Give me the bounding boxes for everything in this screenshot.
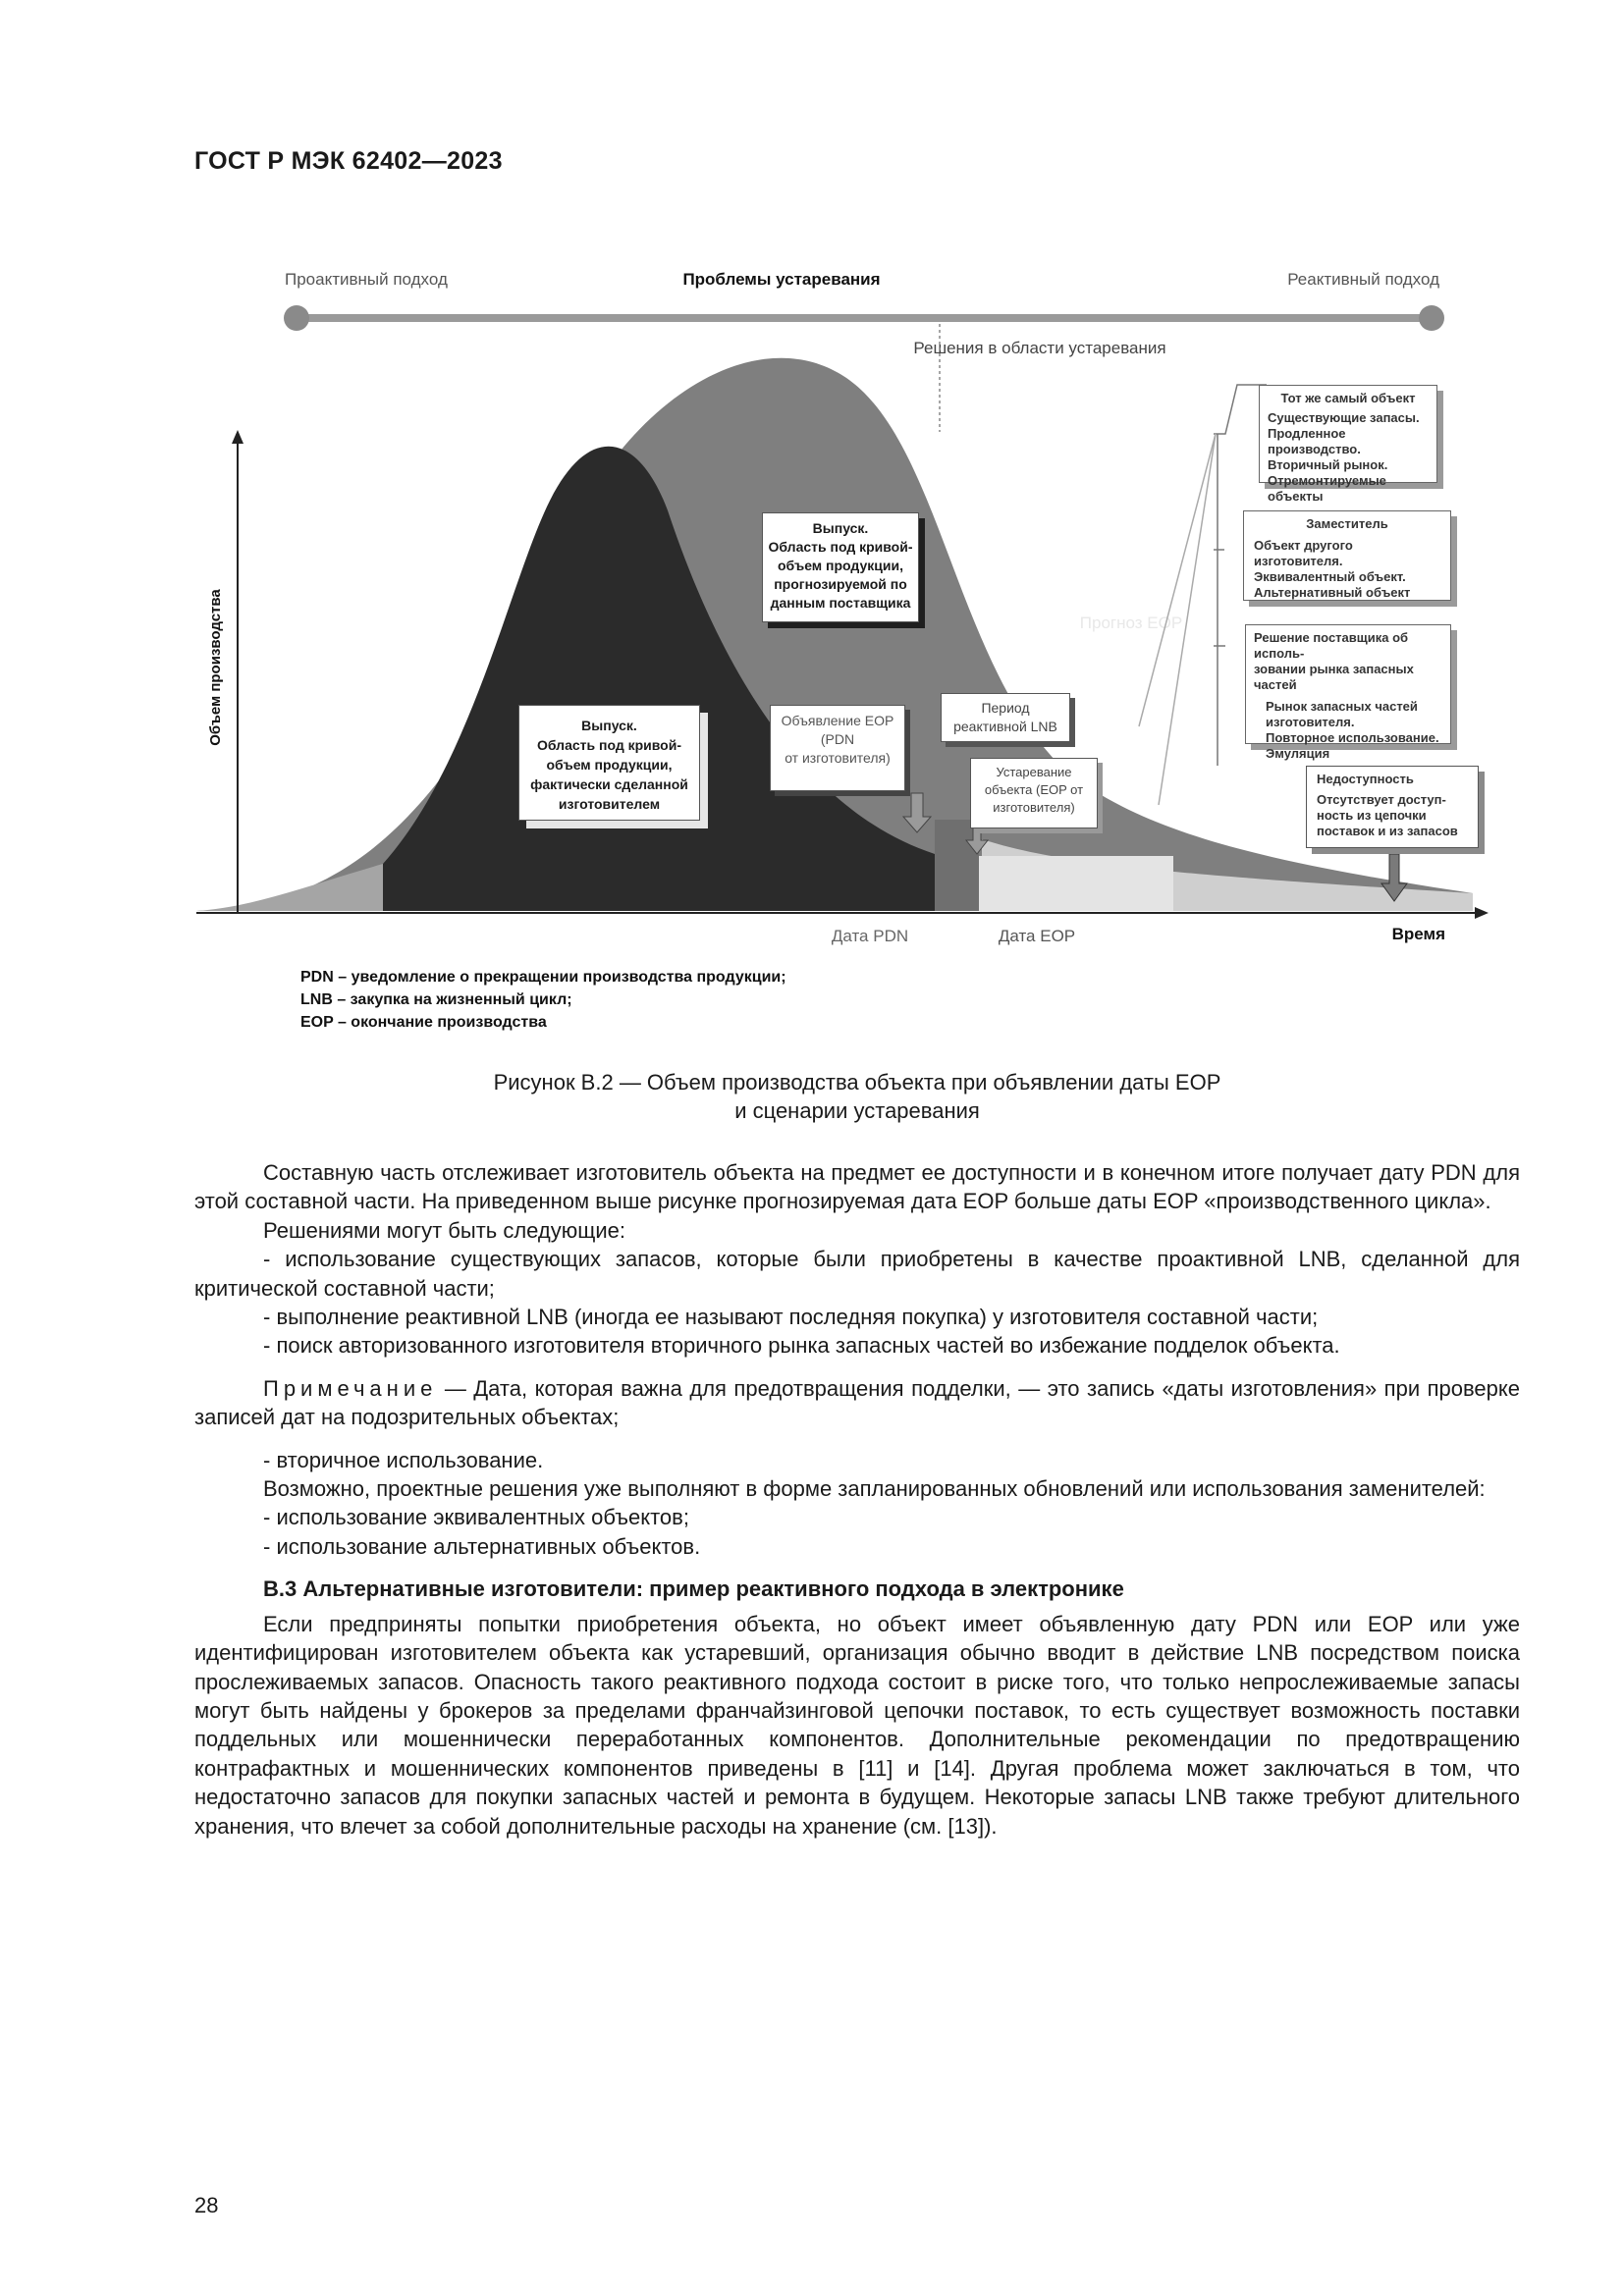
note-label: Примечание [263, 1375, 438, 1401]
legend-lnb: LNB – закупка на жизненный цикл; [300, 991, 572, 1008]
approach-left-label: Проактивный подход [285, 270, 448, 289]
figure-caption [196, 1068, 1518, 1125]
box-same-line: Отремонтируемые объекты [1268, 473, 1386, 504]
box-supplier-line: объем продукции, [777, 558, 903, 573]
list-item: - использование альтернативных объектов. [263, 1533, 701, 1559]
box-same-object [1259, 385, 1437, 504]
paragraph: Возможно, проектные решения уже выполняют в форме запланированных обновлений или использования заменителей: [263, 1476, 1486, 1502]
box-substitute-title: Заместитель [1306, 516, 1388, 531]
box-decision-line: Эмуляция [1266, 746, 1330, 761]
forecast-eop-label: Прогноз EOP [1079, 614, 1183, 632]
box-unavailable-line: ность из цепочки [1317, 808, 1427, 823]
box-eop-line: Объявление EOP [781, 713, 894, 728]
note-text: — Дата, которая важна для предотвращения подделки, — это запись «даты изготовления» при проверке записей дат на подозрительных объектах; [194, 1375, 1520, 1430]
pdn-date-label: Дата PDN [831, 927, 909, 945]
approach-right-label: Реактивный подход [1287, 270, 1439, 289]
list-item: - использование существующих запасов, которые были приобретены в качестве проактивной LNB, сделанной для критической составной части; [194, 1247, 1520, 1301]
box-supplier-line: данным поставщика [770, 595, 911, 611]
box-substitute-line: Объект другого изготовителя. [1254, 538, 1353, 568]
box-lnb-line: Период [981, 700, 1030, 716]
box-supplier-decision [1245, 624, 1451, 761]
note [194, 1374, 1520, 1432]
box-decision-line: Рынок запасных частей [1266, 699, 1418, 714]
y-axis-arrow [232, 430, 244, 444]
y-axis-label: Объем производства [207, 589, 224, 746]
box-lnb-period [941, 693, 1070, 742]
approach-end-dot [1419, 305, 1444, 331]
box-same-line: Существующие запасы. [1268, 410, 1420, 425]
page-number: 28 [194, 2193, 219, 2217]
box-unavailable [1306, 766, 1479, 848]
caption-line-1: Рисунок В.2 — Объем производства объекта при объявлении даты EOP [493, 1070, 1221, 1095]
x-axis-arrow [1475, 907, 1489, 919]
box-supplier-line: Область под кривой- [768, 539, 913, 555]
legend-eop: EOP – окончание производства [300, 1014, 547, 1031]
box-decision-line: изготовителя. [1266, 715, 1355, 729]
box-eop-line: от изготовителя) [785, 750, 891, 766]
eop-period-area [977, 856, 1173, 911]
paragraph: Решениями могут быть следующие: [263, 1217, 626, 1243]
body-text [194, 1158, 1520, 1841]
box-actual-line: изготовителем [558, 796, 661, 812]
box-eop-announcement [770, 705, 905, 791]
box-decision-line: Решение поставщика об исполь- [1254, 630, 1409, 661]
box-lnb-line: реактивной LNB [953, 719, 1057, 734]
box-obsolescence-line: изготовителя) [993, 800, 1075, 815]
caption-line-2: и сценарии устаревания [734, 1098, 980, 1123]
box-same-line: Вторичный рынок. [1268, 457, 1388, 472]
box-substitute-line: Альтернативный объект [1254, 585, 1411, 600]
box-same-title: Тот же самый объект [1280, 391, 1416, 405]
box-decision-line: зовании рынка запасных частей [1254, 662, 1414, 692]
list-item: - поиск авторизованного изготовителя вторичного рынка запасных частей во избежание подделок объекта. [263, 1333, 1340, 1359]
box-actual-production [518, 705, 700, 821]
approach-center-label: Проблемы устаревания [682, 270, 881, 289]
box-actual-line: фактически сделанной [530, 776, 688, 792]
list-item: - выполнение реактивной LNB (иногда ее называют последняя покупка) у изготовителя составной части; [263, 1305, 1319, 1330]
box-decision-line: Повторное использование. [1266, 730, 1439, 745]
solutions-title: Решения в области устаревания [913, 339, 1166, 357]
document-header: ГОСТ Р МЭК 62402—2023 [194, 147, 503, 175]
list-item: - использование эквивалентных объектов; [263, 1505, 689, 1530]
box-unavailable-line: Отсутствует доступ- [1317, 792, 1446, 807]
list-item: - вторичное использование. [263, 1447, 544, 1472]
box-obsolescence-line: Устаревание [996, 765, 1072, 779]
approach-start-dot [284, 305, 309, 331]
box-actual-line: Выпуск. [581, 718, 637, 733]
box-substitute-line: Эквивалентный объект. [1254, 569, 1406, 584]
figure-obsolescence-diagram [177, 255, 1512, 1041]
box-obsolescence-line: объекта (EOP от [984, 782, 1084, 797]
box-obsolescence [970, 758, 1098, 828]
box-eop-line: (PDN [820, 731, 855, 747]
box-substitute [1243, 510, 1451, 601]
eop-date-label: Дата EOP [998, 927, 1076, 945]
box-actual-line: Область под кривой- [536, 737, 681, 753]
section-title: В.3 Альтернативные изготовители: пример реактивного подхода в электронике [263, 1576, 1124, 1602]
x-axis-label: Время [1391, 925, 1445, 943]
box-same-line: Продленное производство. [1268, 426, 1361, 456]
box-supplier-line: прогнозируемой по [774, 576, 907, 592]
figure-legend [300, 966, 786, 1034]
legend-pdn: PDN – уведомление о прекращении производства продукции; [300, 969, 786, 986]
box-unavailable-line: поставок и из запасов [1317, 824, 1458, 838]
box-actual-line: объем продукции, [546, 757, 673, 773]
box-supplier-line: Выпуск. [812, 520, 869, 536]
paragraph: Если предприняты попытки приобретения объекта, но объект имеет объявленную дату PDN или EOP или уже идентифицирован изготовителем объекта как устаревший, организация обычно вводит в действие LNB посредством поиска прослеживаемых запасов. Опасность такого реактивного подхода состоит в риске того, что только непрослеживаемые запасы могут быть найдены у брокеров за пределами франчайзинговой цепочки поставок, то есть существует возможность поставки поддельных или мошеннически переработанных компонентов. Дополнительные рекомендации по предотвращению контрафактных и мошеннических компонентов приведены в [11] и [14]. Другая проблема может заключаться в том, что недостаточно запасов для покупки запасных частей и ремонта в будущем. Некоторые запасы LNB также требуют длительного хранения, что влечет за собой дополнительные расходы на хранение (см. [13]). [194, 1611, 1520, 1839]
paragraph: Составную часть отслеживает изготовитель объекта на предмет ее доступности и в конечном итоге получает дату PDN для этой составной части. На приведенном выше рисунке прогнозируемая дата EOP больше даты EOP «производственного цикла». [194, 1160, 1520, 1214]
box-unavailable-title: Недоступность [1317, 772, 1414, 786]
lnb-band [935, 820, 979, 911]
box-supplier-forecast [762, 512, 919, 622]
